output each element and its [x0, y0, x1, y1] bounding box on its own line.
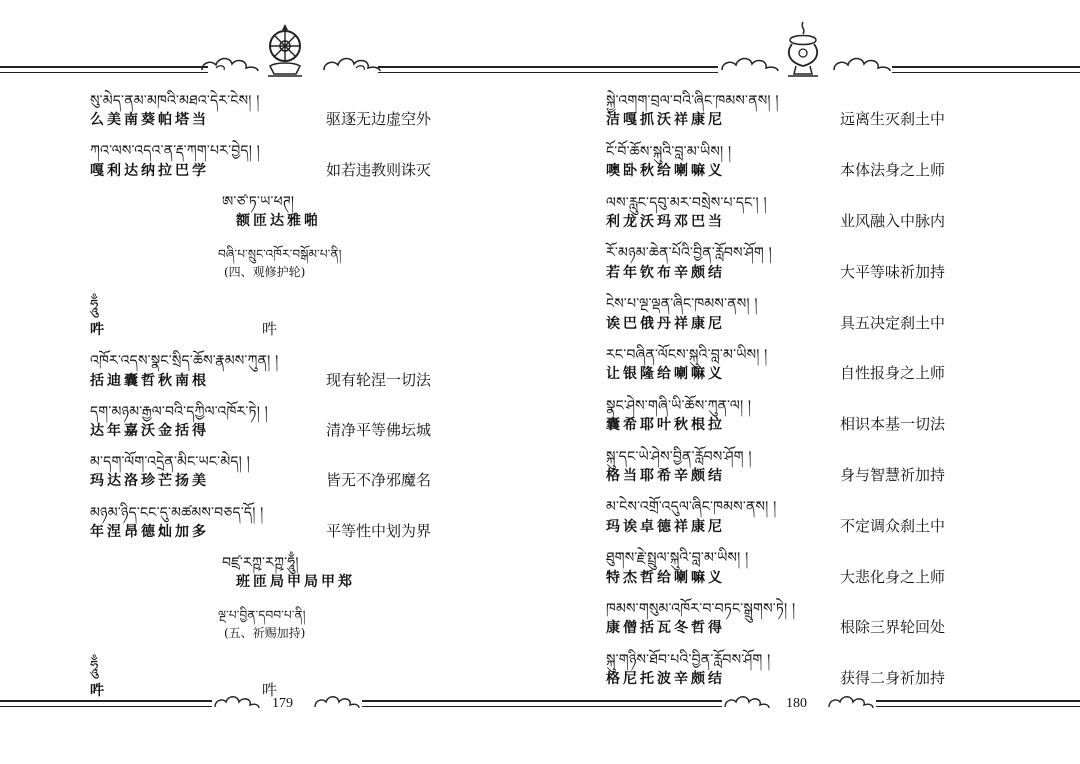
- section-heading-tibetan: ལྔ་པ་བྱིན་དབབ་པ་ནི།: [218, 608, 306, 623]
- hum-syllable: ཧཱུྃ: [90, 296, 99, 315]
- transliteration-line: 玛诶卓德祥康尼: [606, 518, 725, 535]
- transliteration-line: 玛达洛珍芒扬美: [90, 473, 209, 490]
- chinese-translation: 自性报身之上师: [840, 364, 946, 383]
- footer-rule-left-b: [362, 700, 540, 707]
- tibetan-line: ངོ་བོ་ཆོས་སྐུའི་བླ་མ་ཡིས། །: [606, 143, 732, 160]
- tibetan-line: སུ་མེད་ནམ་མཁའི་མཐའ་དེར་ངེས། །: [90, 93, 260, 109]
- tibetan-line: སྐྱེ་འགག་བྲལ་བའི་ཞིང་ཁམས་ནས། །: [606, 93, 779, 109]
- transliteration-line: 嘎利达纳拉巴学: [90, 162, 209, 179]
- transliteration-line: 诶巴俄丹祥康尼: [606, 315, 725, 332]
- chinese-translation: 远离生灭刹土中: [840, 110, 946, 129]
- chinese-translation: 现有轮涅一切法: [326, 370, 432, 389]
- tibetan-line: རང་བཞིན་ལོངས་སྐུའི་བླ་མ་ཡིས། །: [606, 347, 768, 363]
- hum-chinese: 吽: [262, 320, 278, 339]
- mantra-transliteration: 班匝局甲局甲郑: [236, 574, 355, 591]
- chinese-translation: 如若违教则诛灭: [326, 160, 432, 179]
- transliteration-line: 格尼托波辛颇结: [606, 671, 725, 688]
- tibetan-line: ཁམས་གསུམ་འཁོར་བ་བཏང་སྒྲུགས་ཏེ། །: [606, 601, 796, 617]
- cloud-ornament-icon: [212, 692, 262, 710]
- chinese-translation: 大平等味祈加持: [840, 262, 946, 281]
- tibetan-line: ཐུགས་རྗེ་སྤྲུལ་སྐུའི་བླ་མ་ཡིས། །: [606, 550, 749, 567]
- transliteration-line: 洁嘎抓沃祥康尼: [606, 112, 725, 129]
- chinese-translation: 本体法身之上师: [840, 161, 946, 180]
- tibetan-line: དག་མཉམ་རྒྱལ་བའི་དཀྱིལ་འཁོར་ཏེ། །: [90, 403, 268, 420]
- header-rule-left-b: [378, 66, 540, 73]
- footer-rule-right-a: [540, 700, 722, 707]
- tibetan-line: རོ་མཉམ་ཆེན་པོའི་བྱིན་རློབས་ཤོག །: [606, 245, 772, 262]
- jewel-vase-icon: [780, 20, 826, 80]
- tibetan-line: ཀའ་ལས་འདའ་ན་རྡ་ཀག་པར་བྱེད། །: [90, 143, 260, 160]
- cloud-ornament-icon: [830, 52, 894, 74]
- tibetan-line: འཁོར་འདས་སྣང་སྲིད་ཆོས་རྣམས་ཀུན། །: [90, 353, 279, 370]
- transliteration-line: 达年嘉沃金括得: [90, 423, 209, 439]
- transliteration-line: 特杰哲给喇嘛义: [606, 569, 725, 586]
- header-rule-left-a: [0, 66, 208, 73]
- transliteration-line: 康僧括瓦冬哲得: [606, 620, 725, 637]
- chinese-translation: 皆无不净邪魔名: [326, 471, 432, 490]
- chinese-translation: 驱逐无边虚空外: [326, 110, 432, 129]
- tibetan-mantra-line: ཨ་ཙ་ཏ་ཡ་ཕཊ།: [222, 193, 295, 210]
- transliteration-line: 年涅昂德灿加多: [90, 523, 209, 540]
- tibetan-line: སྣང་ཤེས་གཞི་ཡི་ཆོས་ཀུན་ལ། །: [606, 397, 752, 414]
- chinese-translation: 不定调众刹土中: [840, 516, 946, 535]
- header-rule-right-b: [892, 66, 1080, 73]
- chinese-translation: 业风融入中脉内: [840, 212, 946, 230]
- section-heading-tibetan: བཞི་པ་སྲུང་འཁོར་བསྒོམ་པ་ནི།: [218, 247, 342, 262]
- chinese-translation: 具五决定刹土中: [840, 313, 946, 332]
- transliteration-line: 囊希耶叶秋根拉: [606, 417, 725, 434]
- chinese-translation: 平等性中划为界: [326, 521, 432, 540]
- tibetan-line: སྐུ་གཉིས་ཐོབ་པའི་བྱིན་རློབས་ཤོག །: [606, 651, 771, 668]
- cloud-ornament-icon: [320, 52, 384, 74]
- right-page: [540, 0, 1080, 764]
- mantra-transliteration: 额匝达雅啪: [236, 213, 321, 229]
- transliteration-line: 括迪囊哲秋南根: [90, 372, 209, 389]
- chinese-translation: 大悲化身之上师: [840, 567, 946, 586]
- tibetan-line: མ་ངེས་འགྲོ་འདུལ་ཞིང་ཁམས་ནས། །: [606, 499, 777, 516]
- cloud-ornament-icon: [312, 692, 362, 710]
- tibetan-line: མ་དག་ལོག་འདྲེན་མིང་ཡང་མེད། །: [90, 454, 250, 471]
- chinese-translation: 根除三界轮回处: [840, 618, 946, 637]
- tibetan-line: སྐུ་དང་ཡེ་ཤེས་བྱིན་རློབས་ཤོག །: [606, 448, 752, 465]
- tibetan-mantra-line: བཛྲ་རཀྵ་རཀྵ་ཧཱུྃ།: [222, 555, 299, 571]
- tibetan-line: མཉམ་ཉིད་ངང་དུ་མཚམས་བཅད་དོ། །: [90, 504, 264, 521]
- transliteration-line: 利龙沃玛邓巴当: [606, 214, 725, 230]
- hum-transliteration: 吽: [90, 683, 107, 700]
- page-number-left: 179: [272, 696, 293, 711]
- section-heading-chinese: (五、祈赐加持): [224, 626, 306, 641]
- transliteration-line: 噢卧秋给喇嘛义: [606, 163, 725, 180]
- transliteration-line: 若年钦布辛颇结: [606, 264, 725, 281]
- section-heading-chinese: (四、观修护轮): [224, 265, 306, 280]
- chinese-translation: 相识本基一切法: [840, 415, 946, 434]
- footer-rule-left-a: [0, 700, 212, 707]
- hum-chinese: 吽: [262, 681, 278, 700]
- page-number-right: 180: [786, 696, 807, 711]
- dharma-wheel-icon: [262, 22, 308, 80]
- cloud-ornament-icon: [826, 692, 876, 710]
- chinese-translation: 获得二身祈加持: [840, 669, 946, 688]
- cloud-ornament-icon: [198, 52, 262, 74]
- transliteration-line: 让银隆给喇嘛义: [606, 366, 725, 383]
- transliteration-line: 么美南葵帕塔当: [90, 112, 209, 129]
- cloud-ornament-icon: [718, 52, 782, 74]
- hum-syllable: ཧཱུྃ: [90, 657, 99, 676]
- transliteration-line: 格当耶希辛颇结: [606, 468, 725, 484]
- cloud-ornament-icon: [722, 692, 772, 710]
- tibetan-line: ལས་རླུང་དབུ་མར་བསྲེས་པ་དང་། །: [606, 194, 767, 211]
- chinese-translation: 清净平等佛坛城: [326, 421, 432, 439]
- footer-rule-right-b: [876, 700, 1080, 707]
- hum-transliteration: 吽: [90, 322, 107, 339]
- chinese-translation: 身与智慧祈加持: [840, 466, 946, 484]
- tibetan-line: ངེས་པ་ལྔ་ལྡན་ཞིང་ཁམས་ནས། །: [606, 296, 758, 313]
- header-rule-right-a: [540, 66, 718, 73]
